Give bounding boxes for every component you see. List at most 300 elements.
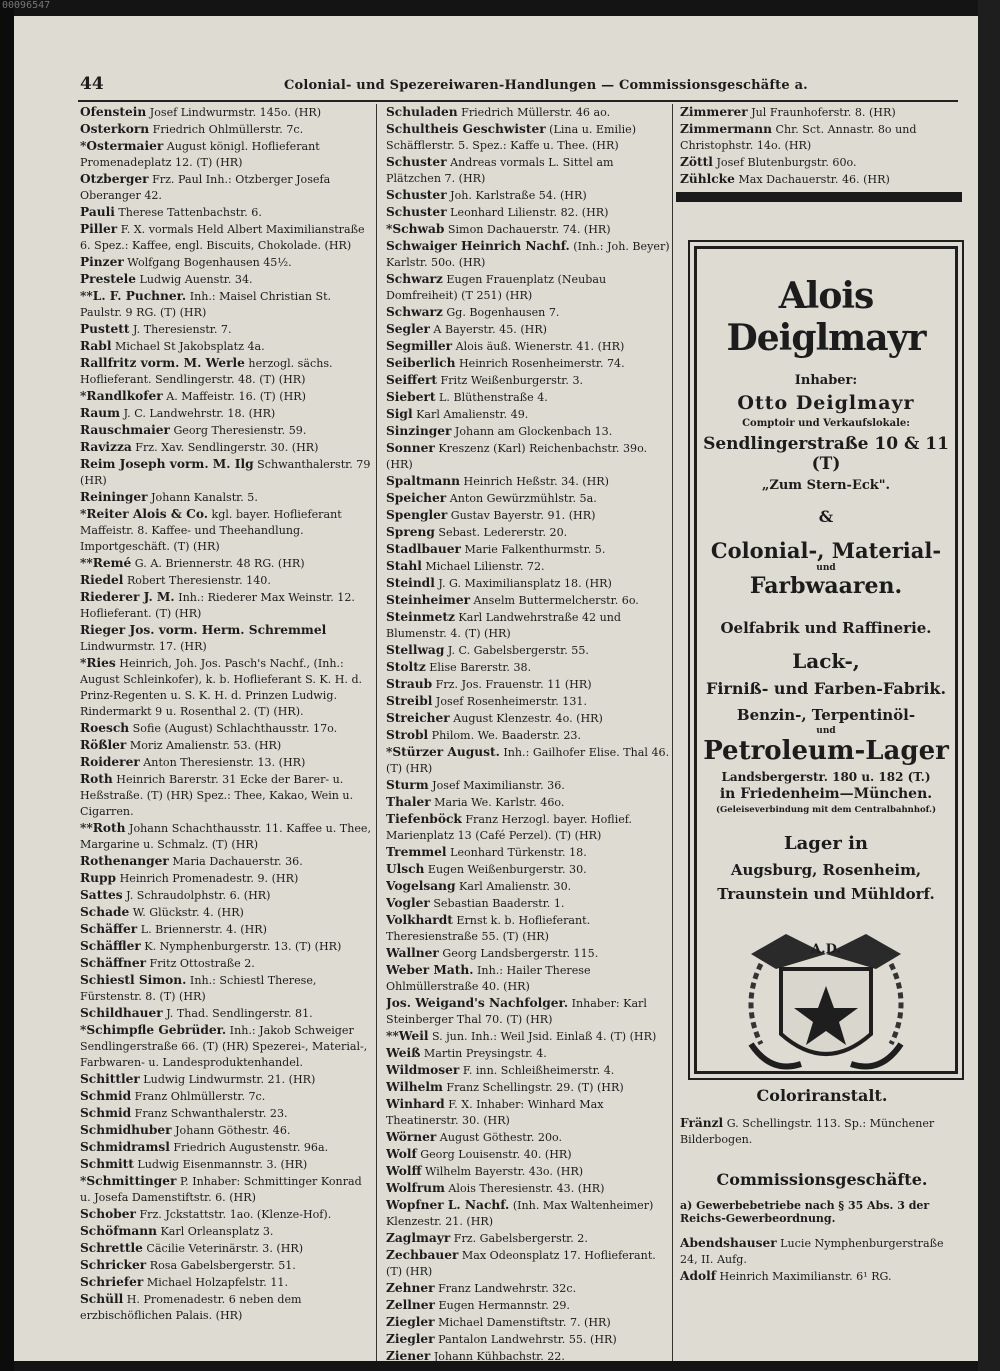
entry-text: Eugen Hermannstr. 29. [434,1299,570,1312]
directory-entry [386,558,670,575]
directory-entry [680,104,970,121]
directory-entry [80,422,374,439]
entry-text: Anton Theresienstr. 13. (HR) [139,756,306,769]
entry-name: *Stürzer August. [386,745,500,759]
directory-entry [680,154,970,171]
entry-name: Zehner [386,1281,435,1295]
entry-name: Adolf [680,1269,716,1283]
directory-entry [80,589,374,622]
directory-entry [80,921,374,938]
entry-name: Strobl [386,728,429,742]
directory-entry [386,121,670,154]
entry-name: Zechbauer [386,1248,459,1262]
entry-text: Michael St Jakobsplatz 4a. [111,340,265,353]
entry-text: Michael Lilienstr. 72. [421,560,545,573]
entry-name: *Schimpfle Gebrüder. [80,1023,227,1037]
directory-entry [386,1280,670,1297]
directory-entry [386,1297,670,1314]
directory-entry [386,1079,670,1096]
entry-name: Ravizza [80,440,132,454]
entry-name: Sonner [386,441,435,455]
entry-name: *Schwab [386,222,445,236]
directory-entry [386,304,670,321]
entry-name: Stoltz [386,660,426,674]
entry-text: Marie Falkenthurmstr. 5. [460,543,606,556]
entry-name: **L. F. Puchner. [80,289,187,303]
directory-entry [386,642,670,659]
entry-text: Franz Herzogl. bayer. Hoflief. Marienplatz 13 (Café Perzel). (T) (HR) [386,813,633,842]
ad-lager-places: Augsburg, Rosenheim, Traunstein und Mühldorf. [717,861,935,903]
entry-text: Inh.: Riederer Max Weinstr. 12. Hoflieferant. (T) (HR) [80,591,355,620]
entry-text: Karl Orleansplatz 3. [156,1225,274,1238]
entry-name: Stahl [386,559,422,573]
entry-name: Ziegler [386,1315,435,1329]
entry-text: S. jun. Inh.: Weil Jsid. Einlaß 4. (T) (HR) [428,1030,657,1043]
entry-name: Wildmoser [386,1063,460,1077]
directory-entry [80,254,374,271]
entry-text: Inh.: Schiestl Therese, Fürstenstr. 8. (T) (HR) [80,974,317,1003]
page-number: 44 [80,74,104,94]
ad-und1: und [816,563,836,573]
entry-text: L. Blüthenstraße 4. [435,391,548,404]
directory-entry [80,622,374,655]
directory-entry [386,693,670,710]
directory-entry [80,1122,374,1139]
entry-name: Schmitt [80,1157,134,1171]
entry-name: Schmid [80,1089,132,1103]
directory-entry [80,1005,374,1022]
directory-entry [386,271,670,304]
entry-text: Simon Dachauerstr. 74. (HR) [444,223,611,236]
column-2 [386,104,670,1361]
entry-name: Schade [80,905,130,919]
entry-text: Heinrich, Joh. Jos. Pasch's Nachf., (Inh.: August Schleinkofer), k. b. Hoflieferant S. K. H. d. Prinz-Regenten u. S. K. H. d. Prinzen Ludwig. Rindermarkt 9 u. Rosenthal 2. (T) (HR). [80,657,363,718]
entry-name: Schriefer [80,1275,144,1289]
colorir-entry [680,1115,964,1148]
directory-entry [80,1223,374,1240]
entry-name: Rabl [80,339,112,353]
entry-name: Wolfrum [386,1181,445,1195]
entry-name: **Remé [80,556,132,570]
entry-name: Schüll [80,1292,124,1306]
entry-name: Schwarz [386,272,443,286]
ad-firnis: Firniß- und Farben-Fabrik. [705,679,947,698]
entry-text: F. inn. Schleißheimerstr. 4. [459,1064,615,1077]
directory-entry [80,820,374,853]
entry-name: Schittler [80,1072,140,1086]
entry-name: Speicher [386,491,447,505]
entry-name: Riedel [80,573,124,587]
entry-text: Rosa Gabelsbergerstr. 51. [146,1259,296,1272]
ad-owner-label: Inhaber: [794,373,858,388]
entry-name: Sinzinger [386,424,452,438]
entry-text: Karl Amalienstr. 30. [455,880,572,893]
entry-text: F. X. Inhaber: Winhard Max Theatinerstr. 30. (HR) [386,1098,604,1127]
entry-name: Seiffert [386,373,437,387]
ad-address: Sendlingerstraße 10 & 11 (T) [703,434,949,474]
directory-entry [80,288,374,321]
entry-name: Zimmerer [680,105,748,119]
entry-text: Ludwig Lindwurmstr. 21. (HR) [139,1073,316,1086]
entry-text: Franz Schellingstr. 29. (T) (HR) [442,1081,624,1094]
directory-entry [80,1206,374,1223]
entry-text: Johann Göthestr. 46. [171,1124,291,1137]
directory-entry [680,1235,964,1268]
directory-entry [80,1022,374,1071]
entry-text: W. Glückstr. 4. (HR) [129,906,244,919]
directory-entry [386,609,670,642]
directory-entry [386,507,670,524]
entry-text: Frz. Xav. Sendlingerstr. 30. (HR) [131,441,319,454]
entry-text: Philom. We. Baaderstr. 23. [428,729,582,742]
directory-entry [80,572,374,589]
directory-entry [80,405,374,422]
directory-entry [386,1331,670,1348]
directory-entry [80,1088,374,1105]
entry-name: Steinheimer [386,593,470,607]
directory-entry [386,861,670,878]
entry-text: Chr. Sct. Annastr. 8o und Christophstr. 14o. (HR) [680,123,917,152]
entry-name: Ziegler [386,1332,435,1346]
directory-entry [386,541,670,558]
entry-name: Tiefenböck [386,812,462,826]
entry-text: Maria Dachauerstr. 36. [168,855,303,868]
entry-text: kgl. bayer. Hoflieferant Maffeistr. 8. Kaffee- und Theehandlung. Importgeschäft. (T) (HR) [80,508,342,553]
entry-name: Rauschmaier [80,423,170,437]
emblem-monogram: A.D. [811,942,841,957]
entry-text: (Inh.: Joh. Beyer) Karlstr. 50o. (HR) [386,240,670,269]
directory-entry [386,1062,670,1079]
entry-text: Heinrich Rosenheimerstr. 74. [455,357,625,370]
entry-text: Schwanthalerstr. 79 (HR) [80,458,371,487]
entry-name: Schäffer [80,922,138,936]
entry-name: Schäffner [80,956,147,970]
entry-name: Fränzl [680,1116,724,1130]
ad-pet-place: in Friedenheim—München. [719,786,933,802]
entry-text: Ludwig Eisenmannstr. 3. (HR) [133,1158,308,1171]
entry-name: Schrettle [80,1241,143,1255]
entry-text: Kreszenz (Karl) Reichenbachstr. 39o. (HR) [386,442,648,471]
directory-entry [386,995,670,1028]
entry-name: **Weil [386,1029,429,1043]
scan-left-margin [0,0,14,1371]
entry-text: August Klenzestr. 4o. (HR) [449,712,603,725]
directory-entry [386,104,670,121]
directory-entry [80,1071,374,1088]
entry-name: Schuster [386,188,447,202]
entry-text: J. Thad. Sendlingerstr. 81. [162,1007,313,1020]
entry-name: Wallner [386,946,439,960]
directory-entry [80,904,374,921]
entry-name: Weber Math. [386,963,474,977]
header-rule [78,100,958,102]
entry-name: Roesch [80,721,130,735]
entry-text: K. Nymphenburgerstr. 13. (T) (HR) [140,940,342,953]
entry-text: Eugen Frauenplatz (Neubau Domfreiheit) (T 251) (HR) [386,273,607,302]
directory-entry [386,187,670,204]
directory-entry [80,1173,374,1206]
entry-name: Segler [386,322,430,336]
directory-entry [80,388,374,405]
directory-entry [386,154,670,187]
entry-text: Fritz Weißenburgerstr. 3. [437,374,584,387]
directory-entry [386,1180,670,1197]
commission-heading: Commissionsgeschäfte. [716,1170,928,1189]
directory-entry [80,221,374,254]
entry-text: Inhaber: Karl Steinberger Thal 70. (T) (HR) [386,997,647,1026]
entry-text: Robert Theresienstr. 140. [123,574,271,587]
entry-text: J. C. Gabelsbergerstr. 55. [444,644,589,657]
entry-name: Riederer J. M. [80,590,175,604]
entry-text: Alois äuß. Wienerstr. 41. (HR) [452,340,625,353]
entry-text: Sebastian Baaderstr. 1. [429,897,565,910]
entry-text: J. G. Maximiliansplatz 18. (HR) [434,577,612,590]
directory-entry [80,321,374,338]
entry-text: August königl. Hoflieferant Promenadeplatz 12. (T) (HR) [80,140,320,169]
entry-name: Schober [80,1207,136,1221]
entry-name: Roiderer [80,755,140,769]
entry-name: *Randlkofer [80,389,163,403]
entry-text: Therese Tattenbachstr. 6. [114,206,262,219]
directory-entry [386,777,670,794]
entry-name: Winhard [386,1097,445,1111]
entry-text: Sofie (August) Schlachthausstr. 17o. [129,722,338,735]
entry-name: Zellner [386,1298,435,1312]
entry-name: Wilhelm [386,1080,443,1094]
ad-pet-addr: Landsbergerstr. 180 u. 182 (T.) [721,770,931,784]
entry-name: Osterkorn [80,122,150,136]
entry-name: Schuster [386,155,447,169]
entry-text: Johann Kühbachstr. 22. [430,1350,565,1361]
directory-entry [80,555,374,572]
ad-benzin: Benzin-, Terpentinöl- [736,706,916,724]
entry-name: Rößler [80,738,127,752]
directory-entry [386,895,670,912]
entry-text: Josef Blutenburgstr. 60o. [712,156,857,169]
column-divider [672,104,673,1361]
directory-entry [80,955,374,972]
directory-entry [386,1197,670,1230]
entry-text: F. X. vormals Held Albert Maximilianstraße 6. Spez.: Kaffee, engl. Biscuits, Chokolade. (HR) [80,223,365,252]
directory-entry [680,121,970,154]
directory-entry [386,221,670,238]
directory-entry [386,727,670,744]
entry-text: Sebast. Ledererstr. 20. [434,526,568,539]
directory-entry [80,655,374,720]
entry-text: Heinrich Maximilianstr. 6¹ RG. [715,1270,892,1283]
directory-entry [680,1268,964,1285]
directory-entry [386,389,670,406]
entry-text: Friedrich Müllerstr. 46 ao. [457,106,611,119]
entry-text: Franz Schwanthalerstr. 23. [131,1107,288,1120]
entry-text: Moriz Amalienstr. 53. (HR) [126,739,282,752]
directory-entry [386,473,670,490]
directory-entry [386,744,670,777]
column-divider [376,104,377,1361]
directory-entry [386,1096,670,1129]
entry-name: *Ostermaier [80,139,164,153]
entry-name: Tremmel [386,845,447,859]
entry-name: Stellwag [386,643,445,657]
entry-text: Max Dachauerstr. 46. (HR) [734,173,890,186]
entry-text: Johann Schachthausstr. 11. Kaffee u. Thee, Margarine u. Schmalz. (T) (HR) [80,822,372,851]
directory-entry [386,338,670,355]
entry-name: Steindl [386,576,435,590]
directory-entry [386,1028,670,1045]
entry-name: Spaltmann [386,474,460,488]
entry-text: Frz. Paul Inh.: Otzberger Josefa Oberanger 42. [80,173,331,202]
entry-name: Segmiller [386,339,453,353]
entry-name: **Roth [80,821,126,835]
directory-entry [386,676,670,693]
scan-right-margin [978,0,1000,1371]
entry-name: Wolff [386,1164,422,1178]
entry-text: Alois Theresienstr. 43. (HR) [444,1182,605,1195]
entry-name: Siebert [386,390,436,404]
directory-entry [80,204,374,221]
entry-text: Wolfgang Bogenhausen 45½. [123,256,292,269]
directory-entry [386,204,670,221]
entry-name: Reim Joseph vorm. M. Ilg [80,457,254,471]
entry-name: Schmidhuber [80,1123,172,1137]
directory-entry [80,972,374,1005]
directory-entry [80,737,374,754]
directory-entry [386,575,670,592]
ad-premises: Comptoir und Verkaufslokale: [742,418,910,429]
entry-text: Joh. Karlstraße 54. (HR) [446,189,587,202]
entry-text: Georg Louisenstr. 40. (HR) [416,1148,572,1161]
entry-name: Prestele [80,272,136,286]
directory-entry [386,659,670,676]
entry-name: Zaglmayr [386,1231,451,1245]
directory-entry [80,938,374,955]
entry-name: Sattes [80,888,123,902]
directory-entry [386,490,670,507]
directory-entry [386,321,670,338]
entry-text: J. Schraudolphstr. 6. (HR) [122,889,271,902]
entry-text: Heinrich Heßstr. 34. (HR) [460,475,609,488]
directory-entry [80,456,374,489]
entry-name: Steinmetz [386,610,455,624]
entry-text: (Lina u. Emilie) Schäfflerstr. 5. Spez.: Kaffe u. Thee. (HR) [386,123,637,152]
entry-name: Reininger [80,490,148,504]
entry-name: Otzberger [80,172,149,186]
entry-name: Roth [80,772,113,786]
directory-entry [680,171,970,188]
entry-text: G. Schellingstr. 113. Sp.: Münchener Bilderbogen. [680,1117,935,1146]
separator-bar [676,192,962,202]
entry-name: Schuster [386,205,447,219]
directory-entry [386,372,670,389]
directory-entry [386,406,670,423]
directory-entry [80,1240,374,1257]
directory-entry [386,238,670,271]
entry-name: Ulsch [386,862,425,876]
entry-name: Seiberlich [386,356,456,370]
entry-name: Pinzer [80,255,124,269]
entry-text: Eugen Weißenburgerstr. 30. [424,863,587,876]
entry-name: Wopfner L. Nachf. [386,1198,510,1212]
entry-text: Maria We. Karlstr. 46o. [430,796,565,809]
entry-text: A. Maffeistr. 16. (T) (HR) [162,390,306,403]
directory-entry [386,794,670,811]
directory-entry [80,489,374,506]
directory-entry [386,1129,670,1146]
directory-entry [386,1230,670,1247]
entry-name: Zühlcke [680,172,735,186]
entry-name: Schildhauer [80,1006,163,1020]
directory-entry [80,754,374,771]
ad-petroleum: Petroleum-Lager [703,736,949,766]
entry-text: Max Odeonsplatz 17. Hoflieferant. (T) (HR) [386,1249,656,1278]
entry-name: Abendshauser [680,1236,777,1250]
ad-goods1: Colonial-, Material- [710,538,942,563]
entry-text: herzogl. sächs. Hoflieferant. Sendlingerstr. 48. (T) (HR) [80,357,333,386]
entry-name: Rieger Jos. vorm. Herm. Schremmel [80,623,327,637]
entry-text: Elise Barerstr. 38. [425,661,532,674]
directory-entry [80,1274,374,1291]
entry-text: Andreas vormals L. Sittel am Plätzchen 7. (HR) [386,156,614,185]
entry-name: Zimmermann [680,122,773,136]
directory-entry [80,1291,374,1324]
entry-name: Schuladen [386,105,458,119]
entry-name: Pustett [80,322,130,336]
entry-name: Piller [80,222,118,236]
entry-text: Lindwurmstr. 17. (HR) [80,640,207,653]
directory-entry [80,870,374,887]
entry-text: L. Briennerstr. 4. (HR) [137,923,267,936]
directory-entry [80,1139,374,1156]
directory-entry [80,121,374,138]
entry-name: Rallfritz vorm. M. Werle [80,356,245,370]
entry-text: Karl Landwehrstraße 42 und Blumenstr. 4. (T) (HR) [386,611,622,640]
directory-entry [80,887,374,904]
entry-text: Franz Landwehrstr. 32c. [434,1282,577,1295]
commission-list [680,1235,964,1285]
entry-text: J. C. Landwehrstr. 18. (HR) [120,407,276,420]
entry-name: Spengler [386,508,448,522]
entry-text: A Bayerstr. 45. (HR) [429,323,547,336]
directory-entry [386,524,670,541]
ad-und2: und [816,726,836,736]
entry-text: Leonhard Lilienstr. 82. (HR) [446,206,609,219]
directory-page [14,16,978,1361]
entry-name: Schäffler [80,939,141,953]
commission-sub: a) Gewerbebetriebe nach § 35 Abs. 3 der Reichs-Gewerbeordnung. [680,1199,930,1225]
entry-text: Wilhelm Bayerstr. 43o. (HR) [421,1165,584,1178]
entry-name: Schwaiger Heinrich Nachf. [386,239,570,253]
directory-entry [386,440,670,473]
ad-amp: & [818,507,834,526]
entry-text: Michael Holzapfelstr. 11. [143,1276,288,1289]
entry-text: Michael Damenstiftstr. 7. (HR) [434,1316,611,1329]
entry-text: P. Inhaber: Schmittinger Konrad u. Josefa Damenstiftstr. 6. (HR) [80,1175,362,1204]
advertisement-box [694,246,958,1074]
entry-text: Friedrich Augustenstr. 96a. [169,1141,329,1154]
entry-text: August Göthestr. 20o. [436,1131,563,1144]
entry-text: Cäcilie Veterinärstr. 3. (HR) [142,1242,304,1255]
entry-text: Ludwig Auenstr. 34. [135,273,253,286]
entry-text: Frz. Jckstattstr. 1ao. (Klenze-Hof). [135,1208,332,1221]
directory-entry [386,912,670,945]
directory-entry [80,771,374,820]
entry-name: Weiß [386,1046,421,1060]
entry-name: Straub [386,677,433,691]
ad-oil: Oelfabrik und Raffinerie. [720,619,932,637]
directory-entry [80,355,374,388]
entry-name: Schöfmann [80,1224,157,1238]
directory-entry [386,1163,670,1180]
